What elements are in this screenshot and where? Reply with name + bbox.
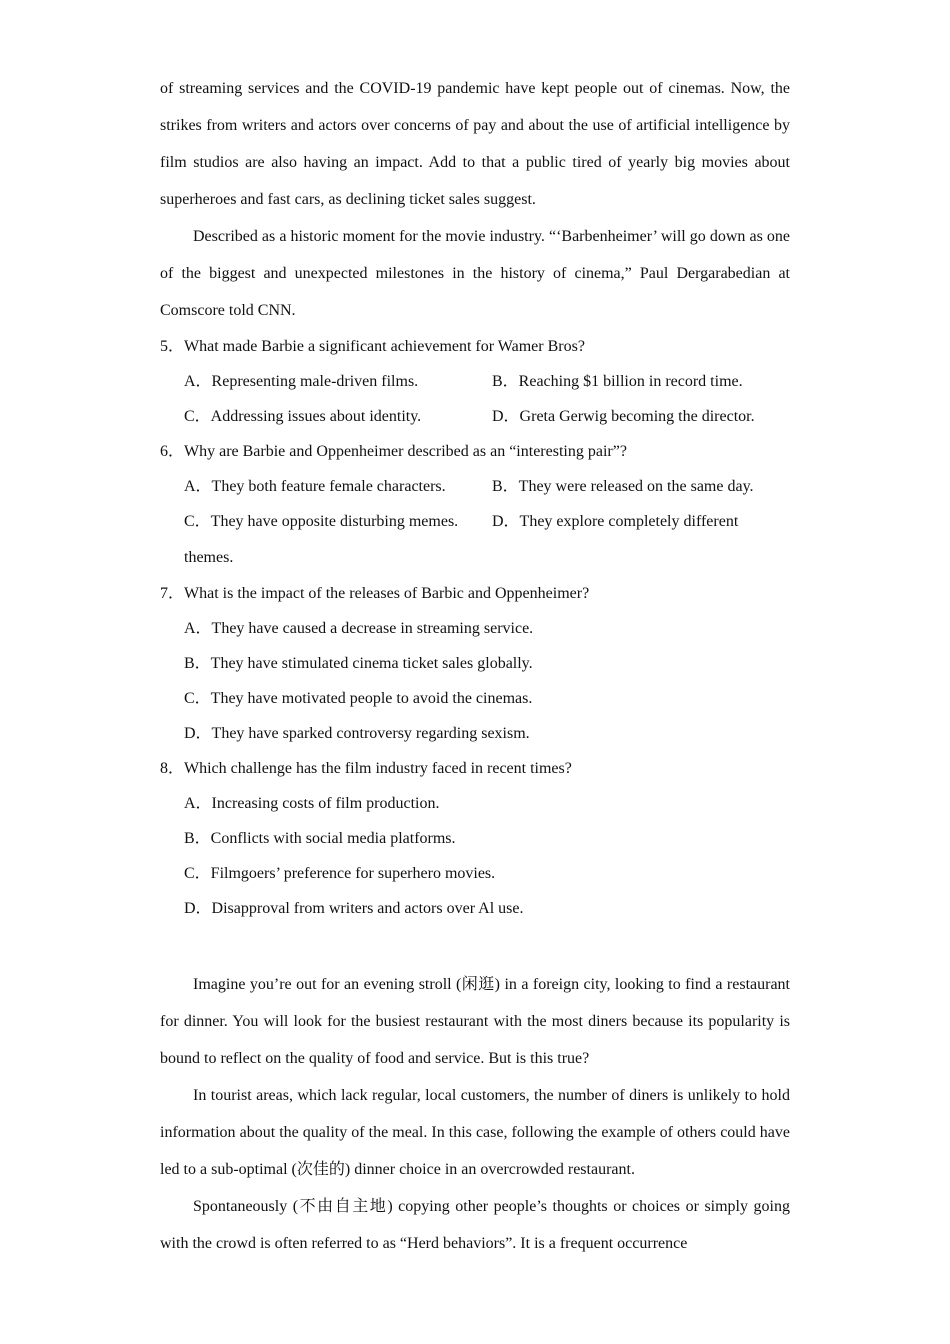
question-5 [160,329,790,434]
option-b: B．They have stimulated cinema ticket sales globally. [184,655,533,672]
options-grid [184,364,790,434]
option-d: D．They explore completely different [492,513,739,530]
passage1-paragraph: of streaming services and the COVID-19 pandemic have kept people out of cinemas. Now, the strikes from writers and actors over concerns of pay and about the use of artificial intelligence by film studios are also having an impact. Add to that a public tired of yearly big movies about superheroes and fast cars, as declining ticket sales suggest. [160,80,790,208]
option-d: D．Disapproval from writers and actors over Al use. [184,900,524,917]
option-d-continuation: themes. [184,549,234,566]
option-a: A．Increasing costs of film production. [184,795,440,812]
options-grid [184,469,790,539]
passage2-paragraph: Imagine you’re out for an evening stroll (闲逛) in a foreign city, looking to find a restaurant for dinner. You will look for the busiest restaurant with the most diners because its popularity is bound to reflect on the quality of food and service. But is this true? [160,976,790,1067]
question-stem: 8．Which challenge has the film industry faced in recent times? [160,760,572,777]
option-a: A．They both feature female characters. [184,478,446,495]
option-d: D．Greta Gerwig becoming the director. [492,408,755,425]
option-a: A．They have caused a decrease in streaming service. [184,620,534,637]
question-8 [160,751,790,926]
page-content [160,70,790,1262]
options-list [184,786,790,926]
question-stem: 6．Why are Barbie and Oppenheimer described as an “interesting pair”? [160,443,627,460]
question-6 [160,434,790,576]
option-c: C．Filmgoers’ preference for superhero movies. [184,865,496,882]
question-stem: 7．What is the impact of the releases of Barbic and Oppenheimer? [160,585,590,602]
passage1-paragraph: Described as a historic moment for the movie industry. “‘Barbenheimer’ will go down as one of the biggest and unexpected milestones in the history of cinema,” Paul Dergarabedian at Comscore told CNN. [160,228,790,319]
passage2-paragraph: Spontaneously (不由自主地) copying other people’s thoughts or choices or simply going with the crowd is often referred to as “Herd behaviors”. It is a frequent occurrence [160,1198,790,1252]
option-b: B．Conflicts with social media platforms. [184,830,456,847]
option-c: C．They have opposite disturbing memes. [184,513,459,530]
options-list [184,611,790,751]
option-d: D．They have sparked controversy regarding sexism. [184,725,530,742]
question-7 [160,576,790,751]
option-c: C．Addressing issues about identity. [184,408,422,425]
option-b: B．Reaching $1 billion in record time. [492,373,743,390]
option-b: B．They were released on the same day. [492,478,754,495]
option-a: A．Representing male-driven films. [184,373,419,390]
question-stem: 5．What made Barbie a significant achievement for Wamer Bros? [160,338,585,355]
passage2-paragraph: In tourist areas, which lack regular, local customers, the number of diners is unlikely to hold information about the quality of the meal. In this case, following the example of others could have led to a sub-optimal (次佳的) dinner choice in an overcrowded restaurant. [160,1087,790,1178]
option-c: C．They have motivated people to avoid the cinemas. [184,690,533,707]
